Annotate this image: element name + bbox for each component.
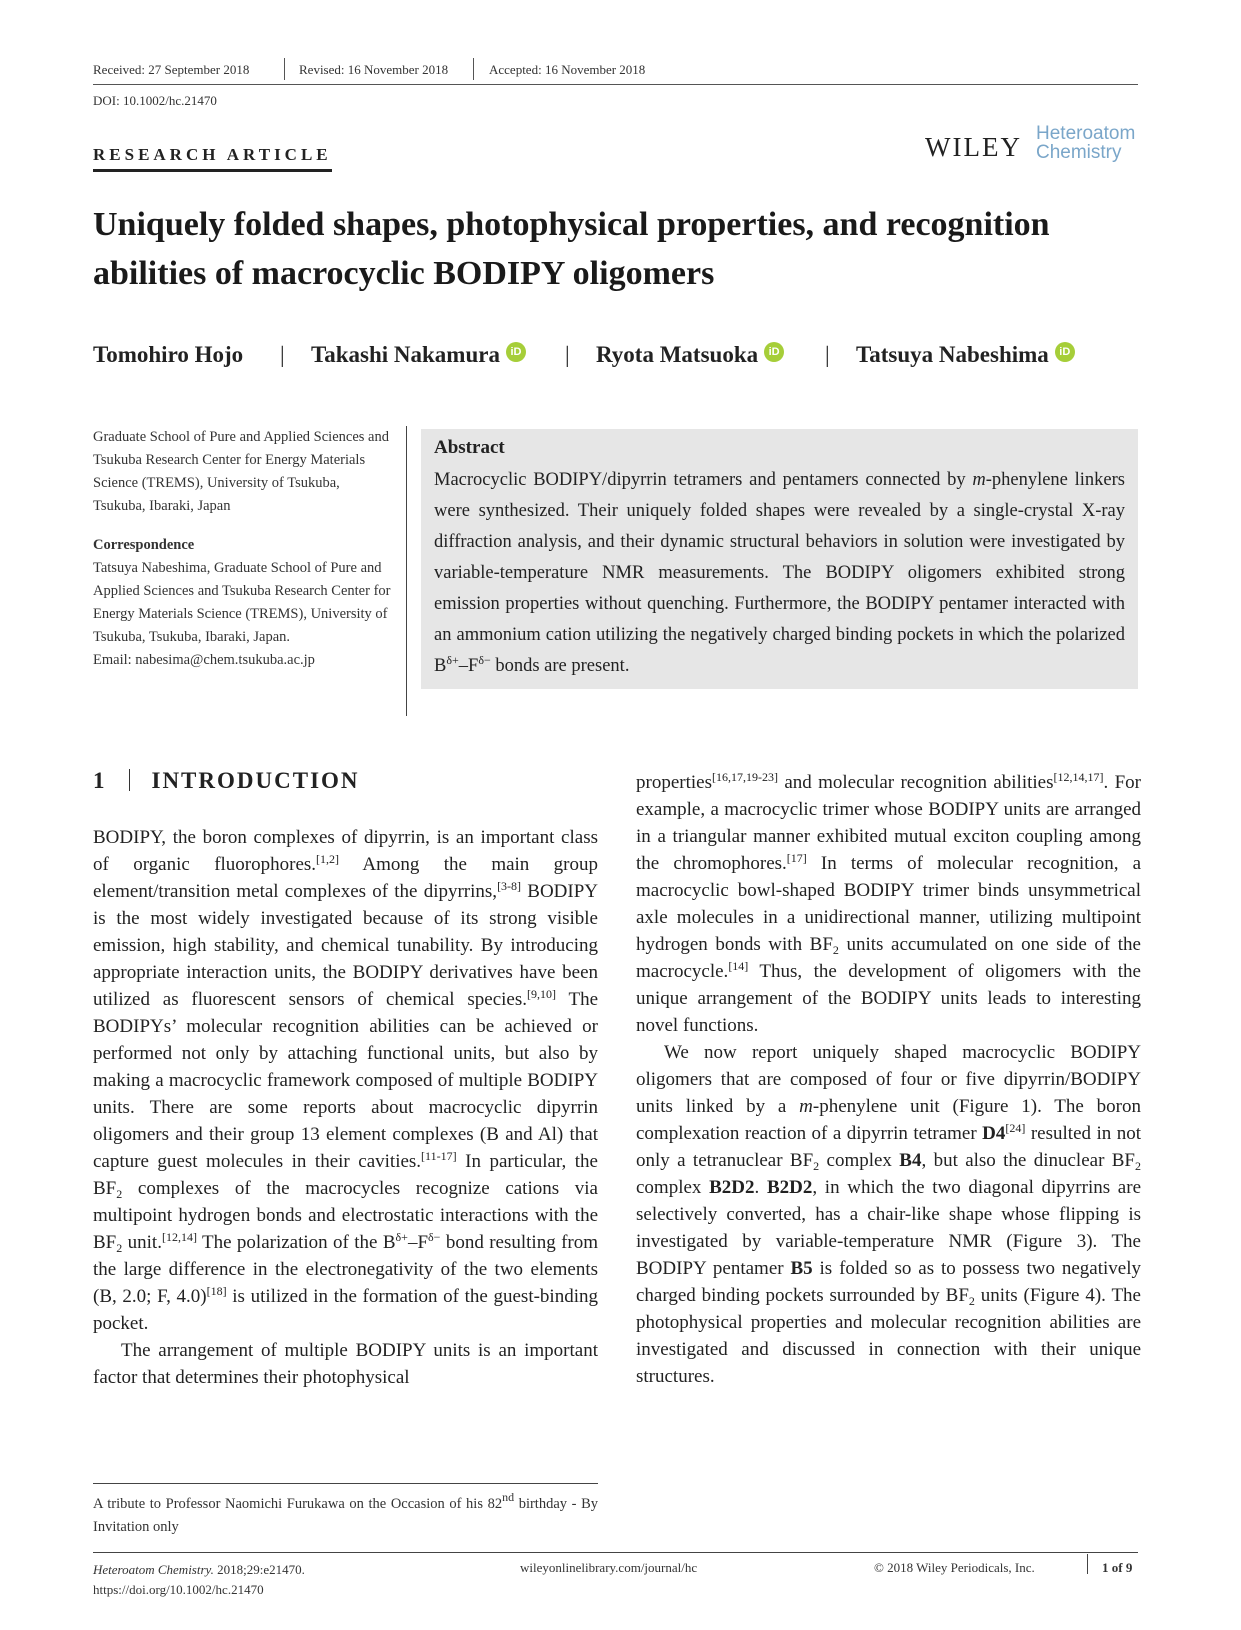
- author-list: [93, 342, 1153, 378]
- accepted-date: Accepted: 16 November 2018: [489, 62, 646, 77]
- divider: [1087, 1554, 1088, 1574]
- citation-ref[interactable]: [24]: [1005, 1121, 1026, 1135]
- correspondence-heading: Correspondence: [93, 537, 195, 553]
- citation-ref[interactable]: [12,14]: [161, 1230, 197, 1244]
- intro-right-column: [636, 769, 1141, 1390]
- divider: [93, 1552, 1138, 1553]
- citation-ref[interactable]: [16,17,19-23]: [711, 770, 778, 784]
- received-date: Received: 27 September 2018: [93, 62, 250, 77]
- article-title: Uniquely folded shapes, photophysical properties, and recognition abilities of macrocyclic BODIPY oligomers: [93, 206, 1050, 292]
- paragraph: The arrangement of multiple BODIPY units is an important factor that determines their photophysical: [93, 1340, 598, 1388]
- paragraph: properties[16,17,19-23] and molecular recognition abilities[12,14,17]. For example, a macrocyclic trimer whose BODIPY units are arranged in a triangular manner exhibited mutual exciton coupling among the chromophores.[17] In terms of molecular recognition, a macrocyclic bowl-shaped BODIPY trimer binds unsymmetrical axle molecules in a unidirectional manner, utilizing multipoint hydrogen bonds with $BF_2$ units accumulated on one side of the macrocycle.[14] Thus, the development of oligomers with the unique arrangement of the BODIPY units leads to interesting novel functions.: [636, 770, 1142, 1036]
- paragraph: We now report uniquely shaped macrocyclic BODIPY oligomers that are composed of four or five dipyrrin/BODIPY units linked by a m-phenylene unit (Figure 1). The boron complexation reaction of a dipyrrin tetramer D4[24] resulted in not only a tetranuclear $BF_2$ complex B4, but also the dinuclear $BF_2$ complex B2D2. B2D2, in which the two diagonal dipyrrins are selectively converted, has a chair-like shape whose flipping is investigated by variable-temperature NMR (Figure 3). The BODIPY pentamer B5 is folded so as to possess two negatively charged binding pockets surrounded by $BF_2$ units (Figure 4). The photophysical properties and molecular recognition abilities are investigated and discussed in connection with their unique structures.: [636, 1042, 1142, 1387]
- footer-journal: Heteroatom Chemistry.: [93, 1562, 214, 1577]
- citation-ref[interactable]: [14]: [728, 959, 749, 973]
- citation-ref[interactable]: [11-17]: [421, 1149, 457, 1163]
- author-name[interactable]: Ryota Matsuoka: [596, 342, 759, 367]
- orcid-icon[interactable]: iD: [1055, 342, 1075, 362]
- footer-doi-link[interactable]: https://doi.org/10.1002/hc.21470: [93, 1582, 264, 1597]
- citation-ref[interactable]: [3-8]: [497, 879, 522, 893]
- affiliation-column: [93, 426, 393, 672]
- section-title: INTRODUCTION: [151, 768, 360, 793]
- footnote: A tribute to Professor Naomichi Furukawa on the Occasion of his 82nd birthday - By Invitation only: [93, 1490, 598, 1535]
- author-name[interactable]: Tomohiro Hojo: [93, 342, 244, 367]
- author-separator: |: [565, 342, 570, 367]
- divider: [406, 426, 407, 716]
- footer-citation: Heteroatom Chemistry. 2018;29:e21470. https://doi.org/10.1002/hc.21470: [93, 1560, 305, 1600]
- divider: [473, 58, 474, 80]
- correspondence-text: Tatsuya Nabeshima, Graduate School of Pure and Applied Sciences and Tsukuba Research Center for Energy Materials Science (TREMS), University of Tsukuba, Tsukuba, Ibaraki, Japan.: [93, 560, 391, 645]
- journal-logo-line2: Chemistry: [1036, 142, 1122, 163]
- footer-copyright: © 2018 Wiley Periodicals, Inc.: [874, 1560, 1035, 1575]
- orcid-icon[interactable]: iD: [764, 342, 784, 362]
- author-name[interactable]: Tatsuya Nabeshima: [856, 342, 1049, 367]
- journal-logo-line1: Heteroatom: [1036, 123, 1136, 144]
- section-number: 1: [93, 768, 107, 793]
- journal-logo: [1036, 124, 1135, 162]
- citation-ref[interactable]: [18]: [206, 1284, 227, 1298]
- orcid-icon[interactable]: iD: [506, 342, 526, 362]
- divider: [284, 58, 285, 80]
- doi[interactable]: DOI: 10.1002/hc.21470: [93, 93, 217, 108]
- author-name[interactable]: Takashi Nakamura: [311, 342, 500, 367]
- citation-ref[interactable]: [12,14,17]: [1053, 770, 1104, 784]
- author-separator: |: [280, 342, 285, 367]
- divider: [129, 769, 130, 791]
- affiliation: Graduate School of Pure and Applied Sciences and Tsukuba Research Center for Energy Materials Science (TREMS), University of Tsukuba, Tsukuba, Ibaraki, Japan: [93, 429, 389, 514]
- abstract-box: [421, 429, 1138, 689]
- author-separator: |: [825, 342, 830, 367]
- abstract-text: Macrocyclic BODIPY/dipyrrin tetramers and pentamers connected by m-phenylene linkers were synthesized. Their uniquely folded shapes were revealed by a single-crystal X-ray diffraction analysis, and their dynamic structural behaviors in solution were investigated by variable-temperature NMR measurements. The BODIPY oligomers exhibited strong emission properties without quenching. Furthermore, the BODIPY pentamer interacted with an ammonium cation utilizing the negatively charged binding pockets in which the polarized $B^{\delta+}-F^{\delta-}$ bonds are present.: [434, 470, 1125, 676]
- intro-left-column: [93, 824, 598, 1391]
- citation-ref[interactable]: [1,2]: [316, 852, 340, 866]
- publisher-logo: WILEY: [925, 132, 1022, 162]
- citation-ref[interactable]: [17]: [786, 851, 807, 865]
- footer-site-link[interactable]: wileyonlinelibrary.com/journal/hc: [520, 1560, 698, 1575]
- article-type: RESEARCH ARTICLE: [93, 145, 332, 172]
- revised-date: Revised: 16 November 2018: [299, 62, 449, 77]
- article-dates-bar: [93, 60, 1138, 85]
- section-heading: [93, 768, 360, 794]
- correspondence-email[interactable]: Email: nabesima@chem.tsukuba.ac.jp: [93, 652, 315, 668]
- divider: [93, 1483, 598, 1484]
- page-number: 1 of 9: [1102, 1560, 1133, 1575]
- paragraph: BODIPY, the boron complexes of dipyrrin, is an important class of organic fluorophores.[1,2] Among the main group element/transition metal complexes of the dipyrrins,[3-8] BODIPY is the most widely investigated because of its strong visible emission, high stability, and chemical tunability. By introducing appropriate interaction units, the BODIPY derivatives have been utilized as fluorescent sensors of chemical species.[9,10] The BODIPYs’ molecular recognition abilities can be achieved or performed not only by attaching functional units, but also by making a macrocyclic framework composed of multiple BODIPY units. There are some reports about macrocyclic dipyrrin oligomers and their group 13 element complexes (B and Al) that capture guest molecules in their cavities.[11-17] In particular, the $BF_2$ complexes of the macrocycles recognize cations via multipoint hydrogen bonds and electrostatic interactions with the $BF_2$ unit.[12,14] The polarization of the $B^{\delta+}-F^{\delta-}$ bond resulting from the large difference in the electronegativity of the two elements (B, 2.0; F, 4.0)[18] is utilized in the formation of the guest-binding pocket.: [93, 827, 599, 1334]
- abstract-heading: Abstract: [434, 437, 505, 458]
- citation-ref[interactable]: [9,10]: [527, 987, 556, 1001]
